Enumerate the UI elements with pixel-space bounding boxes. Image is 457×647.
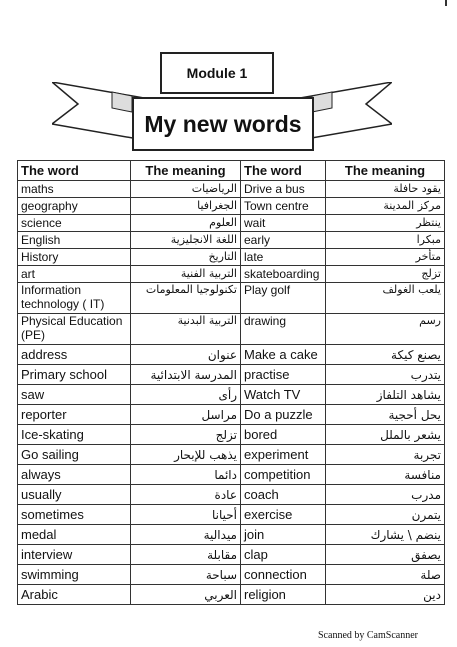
table-row	[18, 249, 445, 266]
meaning-cell: متأخر	[326, 249, 445, 266]
word-cell: Arabic	[18, 585, 131, 605]
word-cell: drawing	[241, 314, 326, 345]
meaning-cell: منافسة	[326, 465, 445, 485]
table-row	[18, 385, 445, 405]
word-cell: art	[18, 266, 131, 283]
meaning-cell: مراسل	[131, 405, 241, 425]
meaning-cell: رأى	[131, 385, 241, 405]
table-row	[18, 283, 445, 314]
meaning-cell: تكنولوجيا المعلومات	[131, 283, 241, 314]
word-cell: always	[18, 465, 131, 485]
word-cell: Information technology ( IT)	[18, 283, 131, 314]
table-row	[18, 505, 445, 525]
table-row	[18, 445, 445, 465]
header-word-1: The word	[18, 161, 131, 181]
meaning-cell: مبكرا	[326, 232, 445, 249]
table-row	[18, 198, 445, 215]
word-cell: coach	[241, 485, 326, 505]
table-row	[18, 405, 445, 425]
word-cell: late	[241, 249, 326, 266]
word-cell: English	[18, 232, 131, 249]
meaning-cell: التاريخ	[131, 249, 241, 266]
table-row	[18, 465, 445, 485]
word-cell: experiment	[241, 445, 326, 465]
meaning-cell: يتمرن	[326, 505, 445, 525]
word-cell: saw	[18, 385, 131, 405]
word-cell: Town centre	[241, 198, 326, 215]
word-cell: maths	[18, 181, 131, 198]
meaning-cell: يتدرب	[326, 365, 445, 385]
word-cell: Watch TV	[241, 385, 326, 405]
meaning-cell: العربي	[131, 585, 241, 605]
meaning-cell: المدرسة الابتدائية	[131, 365, 241, 385]
meaning-cell: يصفق	[326, 545, 445, 565]
meaning-cell: العلوم	[131, 215, 241, 232]
word-cell: swimming	[18, 565, 131, 585]
table-row	[18, 545, 445, 565]
page-title: My new words	[132, 97, 314, 151]
table-row	[18, 345, 445, 365]
meaning-cell: مدرب	[326, 485, 445, 505]
word-cell: geography	[18, 198, 131, 215]
table-row	[18, 425, 445, 445]
meaning-cell: سباحة	[131, 565, 241, 585]
word-cell: exercise	[241, 505, 326, 525]
meaning-cell: ميدالية	[131, 525, 241, 545]
table-header-row	[18, 161, 445, 181]
word-cell: clap	[241, 545, 326, 565]
meaning-cell: عادة	[131, 485, 241, 505]
word-cell: competition	[241, 465, 326, 485]
meaning-cell: يذهب للإبحار	[131, 445, 241, 465]
meaning-cell: ينضم \ يشارك	[326, 525, 445, 545]
module-label: Module 1	[160, 52, 274, 94]
word-cell: medal	[18, 525, 131, 545]
meaning-cell: يقود حافلة	[326, 181, 445, 198]
word-cell: Primary school	[18, 365, 131, 385]
meaning-cell: يشعر بالملل	[326, 425, 445, 445]
table-row	[18, 181, 445, 198]
word-cell: Play golf	[241, 283, 326, 314]
meaning-cell: صلة	[326, 565, 445, 585]
meaning-cell: دين	[326, 585, 445, 605]
meaning-cell: مركز المدينة	[326, 198, 445, 215]
table-row	[18, 525, 445, 545]
meaning-cell: تجربة	[326, 445, 445, 465]
word-cell: science	[18, 215, 131, 232]
word-cell: connection	[241, 565, 326, 585]
word-cell: bored	[241, 425, 326, 445]
word-cell: usually	[18, 485, 131, 505]
table-row	[18, 314, 445, 345]
table-row	[18, 266, 445, 283]
page-corner-mark	[445, 0, 447, 6]
meaning-cell: عنوان	[131, 345, 241, 365]
meaning-cell: التربية الفنية	[131, 266, 241, 283]
word-cell: Go sailing	[18, 445, 131, 465]
word-cell: Drive a bus	[241, 181, 326, 198]
word-cell: Make a cake	[241, 345, 326, 365]
word-cell: History	[18, 249, 131, 266]
meaning-cell: دائما	[131, 465, 241, 485]
scanner-watermark: Scanned by CamScanner	[318, 630, 418, 641]
meaning-cell: رسم	[326, 314, 445, 345]
meaning-cell: يلعب الغولف	[326, 283, 445, 314]
word-cell: Physical Education (PE)	[18, 314, 131, 345]
table-row	[18, 365, 445, 385]
meaning-cell: اللغة الانجليزية	[131, 232, 241, 249]
meaning-cell: يصنع كيكة	[326, 345, 445, 365]
word-cell: early	[241, 232, 326, 249]
meaning-cell: تزلج	[326, 266, 445, 283]
meaning-cell: أحيانا	[131, 505, 241, 525]
word-cell: interview	[18, 545, 131, 565]
meaning-cell: يشاهد التلفاز	[326, 385, 445, 405]
word-cell: skateboarding	[241, 266, 326, 283]
word-cell: Ice-skating	[18, 425, 131, 445]
word-cell: wait	[241, 215, 326, 232]
word-cell: join	[241, 525, 326, 545]
word-cell: religion	[241, 585, 326, 605]
vocabulary-table	[17, 160, 445, 605]
header-word-2: The word	[241, 161, 326, 181]
meaning-cell: الجغرافيا	[131, 198, 241, 215]
meaning-cell: ينتظر	[326, 215, 445, 232]
header-meaning-2: The meaning	[326, 161, 445, 181]
word-cell: sometimes	[18, 505, 131, 525]
table-row	[18, 215, 445, 232]
meaning-cell: تزلج	[131, 425, 241, 445]
table-row	[18, 565, 445, 585]
word-cell: reporter	[18, 405, 131, 425]
word-cell: address	[18, 345, 131, 365]
table-row	[18, 485, 445, 505]
header-meaning-1: The meaning	[131, 161, 241, 181]
meaning-cell: يحل أحجية	[326, 405, 445, 425]
word-cell: Do a puzzle	[241, 405, 326, 425]
meaning-cell: مقابلة	[131, 545, 241, 565]
word-cell: practise	[241, 365, 326, 385]
meaning-cell: الرياضيات	[131, 181, 241, 198]
table-row	[18, 232, 445, 249]
table-row	[18, 585, 445, 605]
meaning-cell: التربية البدنية	[131, 314, 241, 345]
